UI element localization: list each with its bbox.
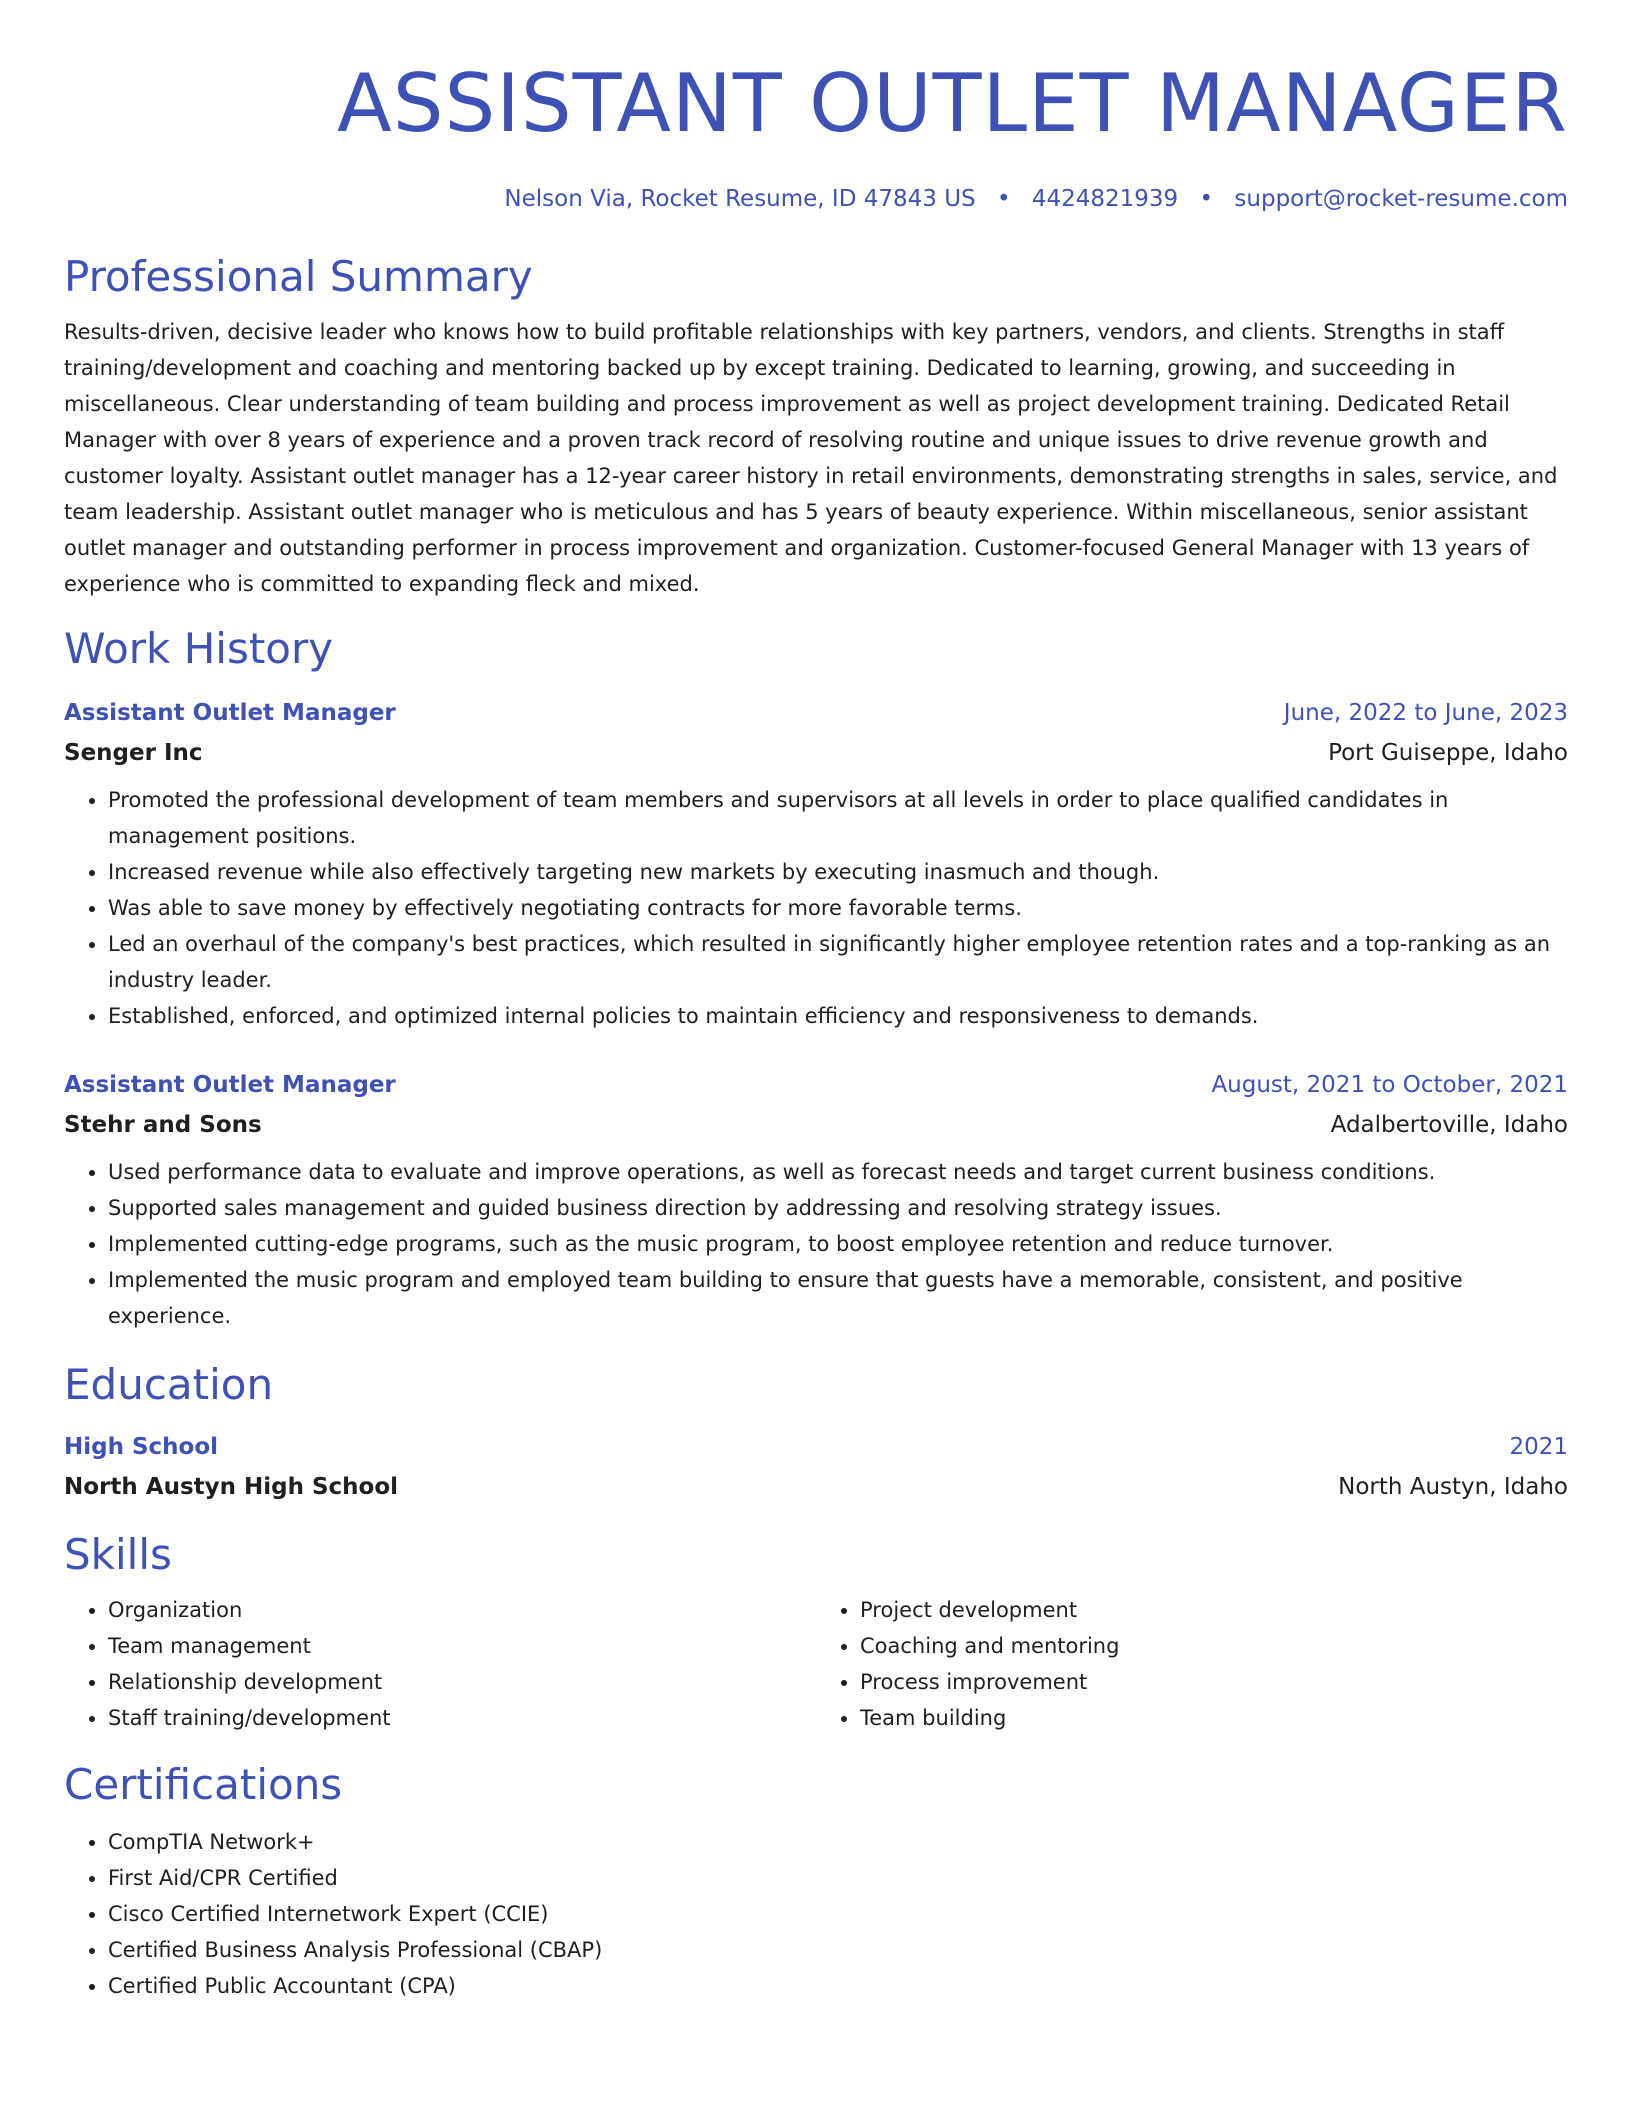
job-bullet: • Led an overhaul of the company's best practices, which resulted in significantly higher employee retention rates and a top-ranking as an industry leader.: [108, 926, 1568, 998]
job-dates: June, 2022 to June, 2023: [1283, 700, 1568, 726]
certification-item: • Cisco Certified Internetwork Expert (CCIE): [108, 1896, 1568, 1932]
skill-item: • Project development: [860, 1592, 1568, 1628]
skill-item: • Organization: [108, 1592, 816, 1628]
job-bullet: • Established, enforced, and optimized internal policies to maintain efficiency and responsiveness to demands.: [108, 998, 1568, 1034]
candidate-name: ASSISTANT OUTLET MANAGER: [336, 57, 1568, 150]
contact-separator: •: [996, 186, 1011, 212]
skill-item: • Relationship development: [108, 1664, 816, 1700]
work-history-title: Work History: [64, 624, 334, 673]
job-bullet: • Was able to save money by effectively negotiating contracts for more favorable terms.: [108, 890, 1568, 926]
job-bullet: • Promoted the professional development of team members and supervisors at all levels in order to place qualified candidates in management positions.: [108, 782, 1568, 854]
skills-section: [64, 1530, 1568, 1736]
job-role: Assistant Outlet Manager: [64, 1072, 396, 1098]
job-bullets: [64, 1154, 1568, 1334]
job-bullet: • Supported sales management and guided business direction by addressing and resolving strategy issues.: [108, 1190, 1568, 1226]
contact-phone: 4424821939: [1031, 186, 1179, 212]
job-entry: [64, 698, 1568, 1034]
skill-item: • Team management: [108, 1628, 816, 1664]
certification-item: • Certified Business Analysis Professional (CBAP): [108, 1932, 1568, 1968]
skill-item: • Coaching and mentoring: [860, 1628, 1568, 1664]
job-entry: [64, 1070, 1568, 1334]
job-company: Senger Inc: [64, 740, 203, 766]
job-bullet: • Increased revenue while also effectively targeting new markets by executing inasmuch and though.: [108, 854, 1568, 890]
skills-column-left: [64, 1592, 816, 1736]
education-school: North Austyn High School: [64, 1474, 399, 1500]
job-bullet: • Implemented cutting-edge programs, such as the music program, to boost employee retention and reduce turnover.: [108, 1226, 1568, 1262]
certifications-title: Certifications: [64, 1760, 343, 1809]
skill-item: • Staff training/development: [108, 1700, 816, 1736]
skill-item: • Team building: [860, 1700, 1568, 1736]
job-bullet: • Used performance data to evaluate and improve operations, as well as forecast needs and target current business conditions.: [108, 1154, 1568, 1190]
certification-item: • First Aid/CPR Certified: [108, 1860, 1568, 1896]
skills-grid: [64, 1592, 1568, 1736]
skill-item: • Process improvement: [860, 1664, 1568, 1700]
certifications-section: [64, 1760, 1568, 2004]
skills-title: Skills: [64, 1530, 172, 1579]
education-degree: High School: [64, 1434, 219, 1460]
education-entry: [64, 1432, 1568, 1502]
job-dates: August, 2021 to October, 2021: [1211, 1072, 1568, 1098]
skills-column-right: [816, 1592, 1568, 1736]
summary-section: [64, 252, 1568, 602]
contact-address: Nelson Via, Rocket Resume, ID 47843 US: [504, 186, 976, 212]
education-year: 2021: [1509, 1434, 1568, 1460]
job-location: Adalbertoville, Idaho: [1330, 1112, 1568, 1138]
certification-item: • Certified Public Accountant (CPA): [108, 1968, 1568, 2004]
contact-separator: •: [1199, 186, 1214, 212]
summary-title: Professional Summary: [64, 252, 533, 301]
contact-line: [64, 184, 1568, 214]
job-bullets: [64, 782, 1568, 1034]
job-bullet: • Implemented the music program and employed team building to ensure that guests have a memorable, consistent, and positive experience.: [108, 1262, 1568, 1334]
work-history-section: [64, 624, 1568, 1334]
job-company: Stehr and Sons: [64, 1112, 262, 1138]
job-role: Assistant Outlet Manager: [64, 700, 396, 726]
education-title: Education: [64, 1360, 274, 1409]
contact-email[interactable]: support@rocket-resume.com: [1234, 186, 1568, 212]
certification-item: • CompTIA Network+: [108, 1824, 1568, 1860]
summary-text: Results-driven, decisive leader who knows how to build profitable relationships with key partners, vendors, and clients. Strengths in staff training/development and coaching and mentoring backed up by except training. Dedicated to learning, growing, and succeeding in miscellaneous. Clear understanding of team building and process improvement as well as project development training. Dedicated Retail Manager with over 8 years of experience and a proven track record of resolving routine and unique issues to drive revenue growth and customer loyalty. Assistant outlet manager has a 12-year career history in retail environments, demonstrating strengths in sales, service, and team leadership. Assistant outlet manager who is meticulous and has 5 years of beauty experience. Within miscellaneous, senior assistant outlet manager and outstanding performer in process improvement and organization. Customer-focused General Manager with 13 years of experience who is committed to expanding fleck and mixed.: [64, 320, 1558, 596]
education-section: [64, 1360, 1568, 1502]
education-location: North Austyn, Idaho: [1338, 1474, 1568, 1500]
job-location: Port Guiseppe, Idaho: [1328, 740, 1568, 766]
certifications-list: [64, 1824, 1568, 2004]
